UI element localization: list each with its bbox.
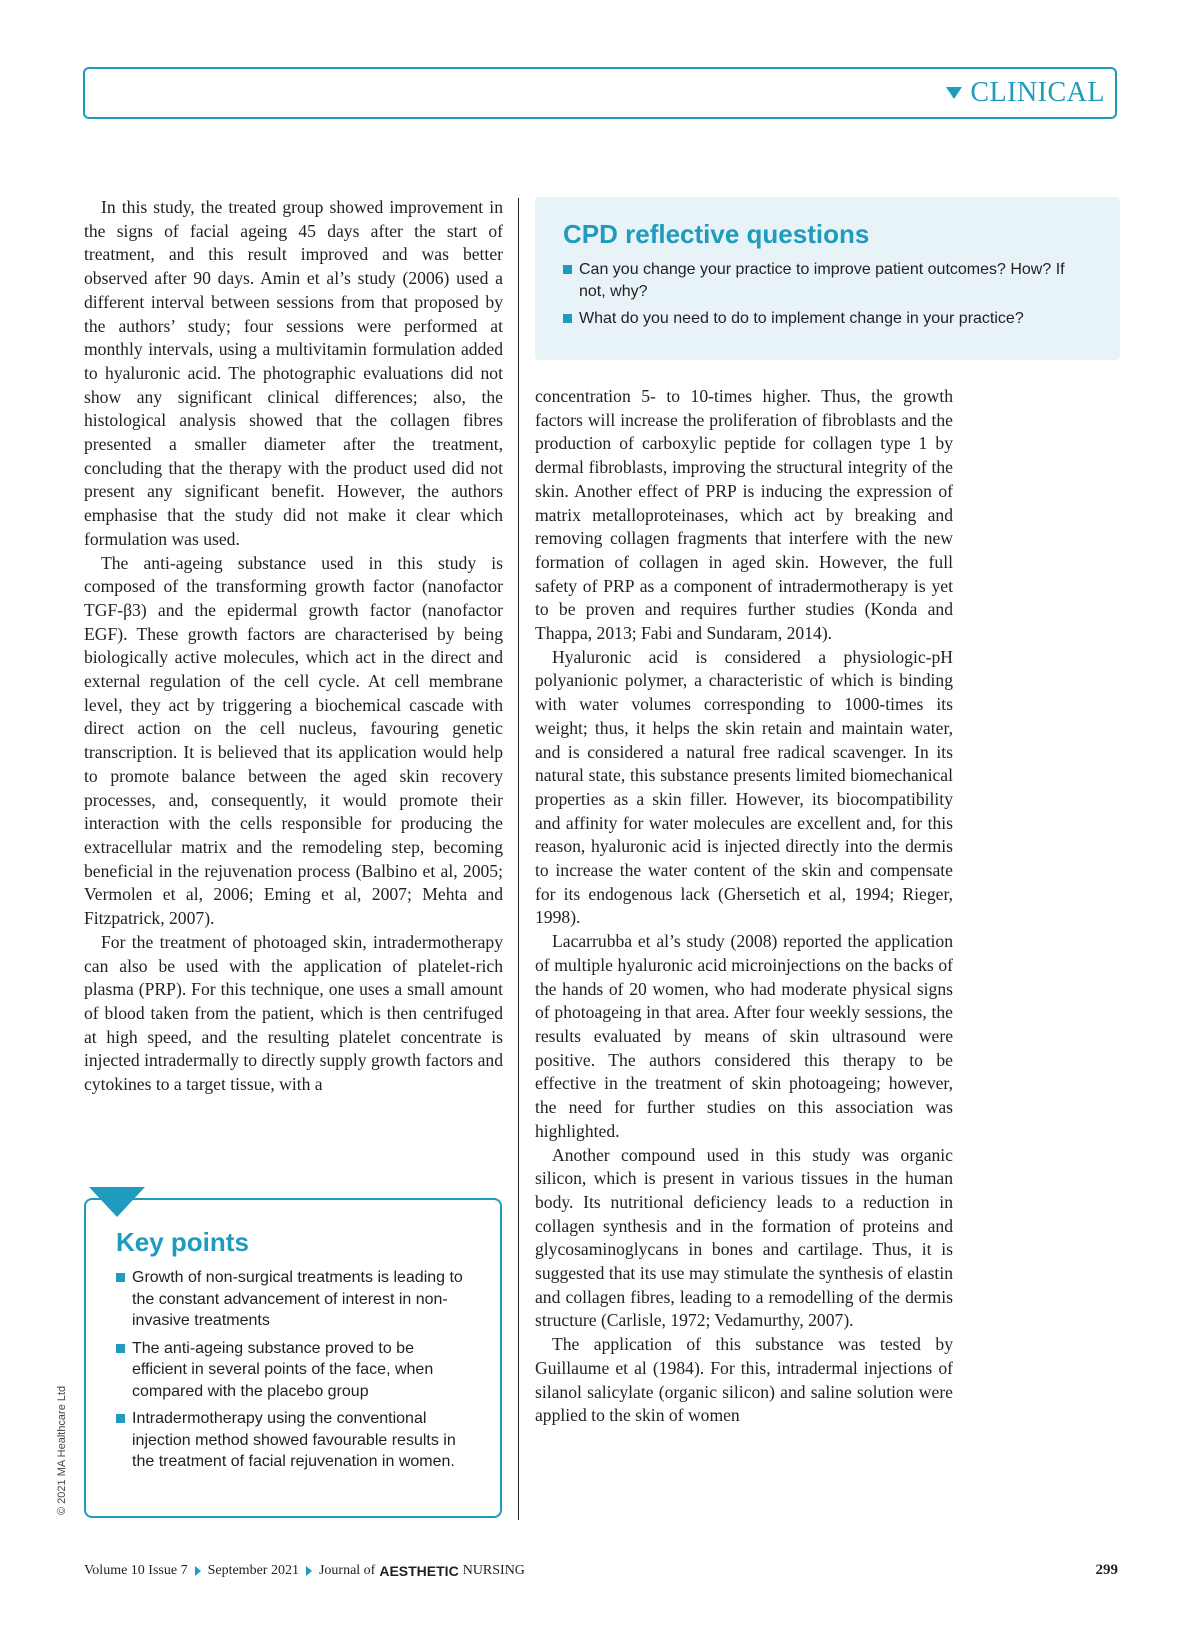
cpd-question: What do you need to do to implement change in your practice? [563, 308, 1092, 330]
key-point: Growth of non-surgical treatments is leading to the constant advancement of interest in non-invasive treatments [116, 1267, 474, 1332]
section-label [946, 77, 1105, 109]
key-point: The anti-ageing substance proved to be efficient in several points of the face, when compared with the placebo group [116, 1338, 474, 1403]
left-column [84, 196, 503, 1097]
key-point: Intradermotherapy using the conventional injection method showed favourable results in the treatment of facial rejuvenation in women. [116, 1408, 474, 1473]
footer-journal-prefix: Journal of [318, 1563, 376, 1578]
paragraph: Hyaluronic acid is considered a physiologic-pH polyanionic polymer, a characteristic of which is binding with water volumes corresponding to 1000-times its weight; thus, it helps the skin retain and maintain water, and is considered a natural free radical scavenger. In its natural state, this substance presents limited biomechanical properties as a skin filler. However, its biocompatibility and affinity for water molecules are excellent and, for this reason, hyaluronic acid is injected directly into the dermis to increase the water content of the skin and compensate for its endogenous lack (Ghersetich et al, 1994; Rieger, 1998). [535, 646, 953, 928]
triangle-right-icon [306, 1566, 312, 1576]
paragraph: For the treatment of photoaged skin, intradermotherapy can also be used with the application of platelet-rich plasma (PRP). For this technique, one uses a small amount of blood taken from the patient, which is then centrifuged at high speed, and the resulting platelet concentrate is injected intradermally to directly supply growth factors and cytokines to a target tissue, with a [84, 931, 503, 1095]
paragraph: In this study, the treated group showed improvement in the signs of facial ageing 45 days after the start of treatment, and this result improved and was better observed after 90 days. Amin et al’s study (2006) used a different interval between sessions from that proposed by the authors’ study; four sessions were performed at monthly intervals, using a multivitamin formulation added to hyaluronic acid. The photographic evaluations did not show any significant clinical differences; also, the histological analysis showed that the collagen fibres presented a smaller diameter after the treatment, concluding that the therapy with the product used did not present any significant benefit. However, the authors emphasise that the study did not make it clear which formulation was used. [84, 197, 503, 549]
triangle-down-icon [946, 87, 962, 99]
footer-journal-suffix: NURSING [462, 1563, 525, 1578]
notch-triangle-icon [89, 1187, 145, 1217]
paragraph: Another compound used in this study was organic silicon, which is present in various tissues in the human body. Its nutritional deficiency leads to a reduction in collagen synthesis and in the formation of proteins and glycosaminoglycans in bones and cartilage. Thus, it is suggested that its use may stimulate the synthesis of elastin and collagen fibres, leading to a remodelling of the dermis structure (Carlisle, 1972; Vedamurthy, 2007). [535, 1144, 953, 1331]
footer-journal-bold: AESTHETIC [379, 1563, 459, 1579]
page-number: 299 [1095, 1562, 1118, 1578]
key-points-box [84, 1198, 502, 1518]
cpd-question-list [563, 259, 1092, 330]
copyright-text: © 2021 MA Healthcare Ltd [56, 1385, 68, 1515]
cpd-box [535, 197, 1120, 360]
paragraph: The anti-ageing substance used in this study is composed of the transforming growth factor (nanofactor TGF-β3) and the epidermal growth factor (nanofactor EGF). These growth factors are characterised by being biologically active molecules, which act in the direct and external regulation of the cell cycle. At cell membrane level, they act by triggering a biochemical cascade with direct action on the cell nucleus, favouring genetic transcription. It is believed that its application would help to promote balance between the aged skin recovery processes, and, consequently, it would promote their interaction with the cells responsible for producing the extracellular matrix and the remodeling step, becoming beneficial in the rejuvenation process (Balbino et al, 2005; Vermolen et al, 2006; Eming et al, 2007; Mehta and Fitzpatrick, 2007). [84, 552, 503, 929]
footer-date: September 2021 [207, 1563, 299, 1578]
right-column [535, 385, 953, 1428]
footer-volume: Volume 10 Issue 7 [84, 1563, 188, 1578]
cpd-title: CPD reflective questions [563, 219, 870, 249]
header-frame [83, 67, 1117, 119]
triangle-right-icon [195, 1566, 201, 1576]
paragraph: The application of this substance was tested by Guillaume et al (1984). For this, intradermal injections of silanol salicylate (organic silicon) and saline solution were applied to the skin of women [535, 1334, 953, 1426]
paragraph: concentration 5- to 10-times higher. Thus, the growth factors will increase the proliferation of fibroblasts and the production of carboxylic peptide for collagen type 1 by dermal fibroblasts, improving the structural integrity of the skin. Another effect of PRP is inducing the expression of matrix metalloproteinases, which act by breaking and removing collagen fragments that interfere with the new formation of collagen in aged skin. However, the full safety of PRP as a component of intradermotherapy is yet to be proven and requires further studies (Konda and Thappa, 2013; Fabi and Sundaram, 2014). [535, 386, 953, 644]
footer [84, 1563, 525, 1579]
key-points-title: Key points [116, 1227, 249, 1257]
section-label-text: CLINICAL [970, 77, 1105, 108]
key-points-list [116, 1267, 474, 1473]
paragraph: Lacarrubba et al’s study (2008) reported the application of multiple hyaluronic acid microinjections on the backs of the hands of 20 women, who had moderate physical signs of photoageing in that area. After four weekly sessions, the results evaluated by means of skin ultrasound were positive. The authors considered this therapy to be effective in the treatment of skin photoageing; however, the need for further studies on this association was highlighted. [535, 931, 953, 1141]
column-divider [518, 198, 519, 1520]
cpd-question: Can you change your practice to improve patient outcomes? How? If not, why? [563, 259, 1092, 303]
